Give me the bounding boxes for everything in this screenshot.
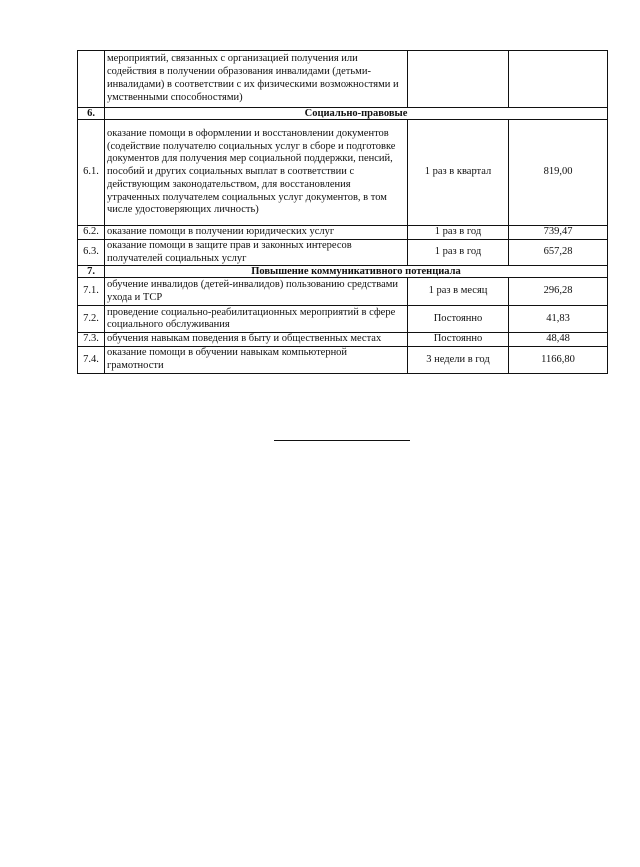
service-frequency: 1 раз в год (408, 239, 509, 266)
table-row (78, 226, 608, 240)
services-table (77, 50, 608, 374)
service-description: оказание помощи в оформлении и восстановлении документов (содействие получателю социальных услуг в сборе и подготовке документов для получения мер социальной поддержки, пенсий, пособий и других социальных выплат в соответствии с действующим законодательством, для восстановления утраченных получателем социальных услуг документов, в том числе удостоверяющих личность) (105, 120, 408, 226)
service-price: 41,83 (509, 306, 608, 333)
section-header-row (78, 108, 608, 120)
service-frequency: 3 недели в год (408, 347, 509, 374)
service-description: оказание помощи в обучении навыкам компьютерной грамотности (105, 347, 408, 374)
table-row (78, 278, 608, 306)
row-number: 7.4. (78, 347, 105, 374)
service-description: обучение инвалидов (детей-инвалидов) пользованию средствами ухода и ТСР (105, 278, 408, 306)
service-description: оказание помощи в получении юридических услуг (105, 226, 408, 240)
section-title: Повышение коммуникативного потенциала (105, 266, 608, 278)
row-number: 6.2. (78, 226, 105, 240)
row-number: 6.3. (78, 239, 105, 266)
service-price: 819,00 (509, 120, 608, 226)
table-row (78, 347, 608, 374)
service-frequency: Постоянно (408, 306, 509, 333)
service-price: 1166,80 (509, 347, 608, 374)
section-number: 6. (78, 108, 105, 120)
table-row (78, 333, 608, 347)
row-number: 7.1. (78, 278, 105, 306)
section-header-row (78, 266, 608, 278)
row-number: 7.3. (78, 333, 105, 347)
row-number: 7.2. (78, 306, 105, 333)
end-separator-line (274, 440, 410, 441)
service-price: 657,28 (509, 239, 608, 266)
row-number (78, 51, 105, 108)
row-number: 6.1. (78, 120, 105, 226)
service-frequency (408, 51, 509, 108)
table-row (78, 239, 608, 266)
service-description: проведение социально-реабилитационных мероприятий в сфере социального обслуживания (105, 306, 408, 333)
service-description: оказание помощи в защите прав и законных интересов получателей социальных услуг (105, 239, 408, 266)
section-title: Социально-правовые (105, 108, 608, 120)
service-frequency: 1 раз в квартал (408, 120, 509, 226)
table-row (78, 51, 608, 108)
table-row (78, 306, 608, 333)
service-description: мероприятий, связанных с организацией получения или содействия в получении образования инвалидами (детьми-инвалидами) в соответствии с их физическими возможностями и умственными способностями) (105, 51, 408, 108)
service-price: 739,47 (509, 226, 608, 240)
service-frequency: 1 раз в месяц (408, 278, 509, 306)
service-description: обучения навыкам поведения в быту и общественных местах (105, 333, 408, 347)
section-number: 7. (78, 266, 105, 278)
service-price (509, 51, 608, 108)
service-price: 48,48 (509, 333, 608, 347)
service-frequency: 1 раз в год (408, 226, 509, 240)
service-frequency: Постоянно (408, 333, 509, 347)
service-price: 296,28 (509, 278, 608, 306)
table-row (78, 120, 608, 226)
